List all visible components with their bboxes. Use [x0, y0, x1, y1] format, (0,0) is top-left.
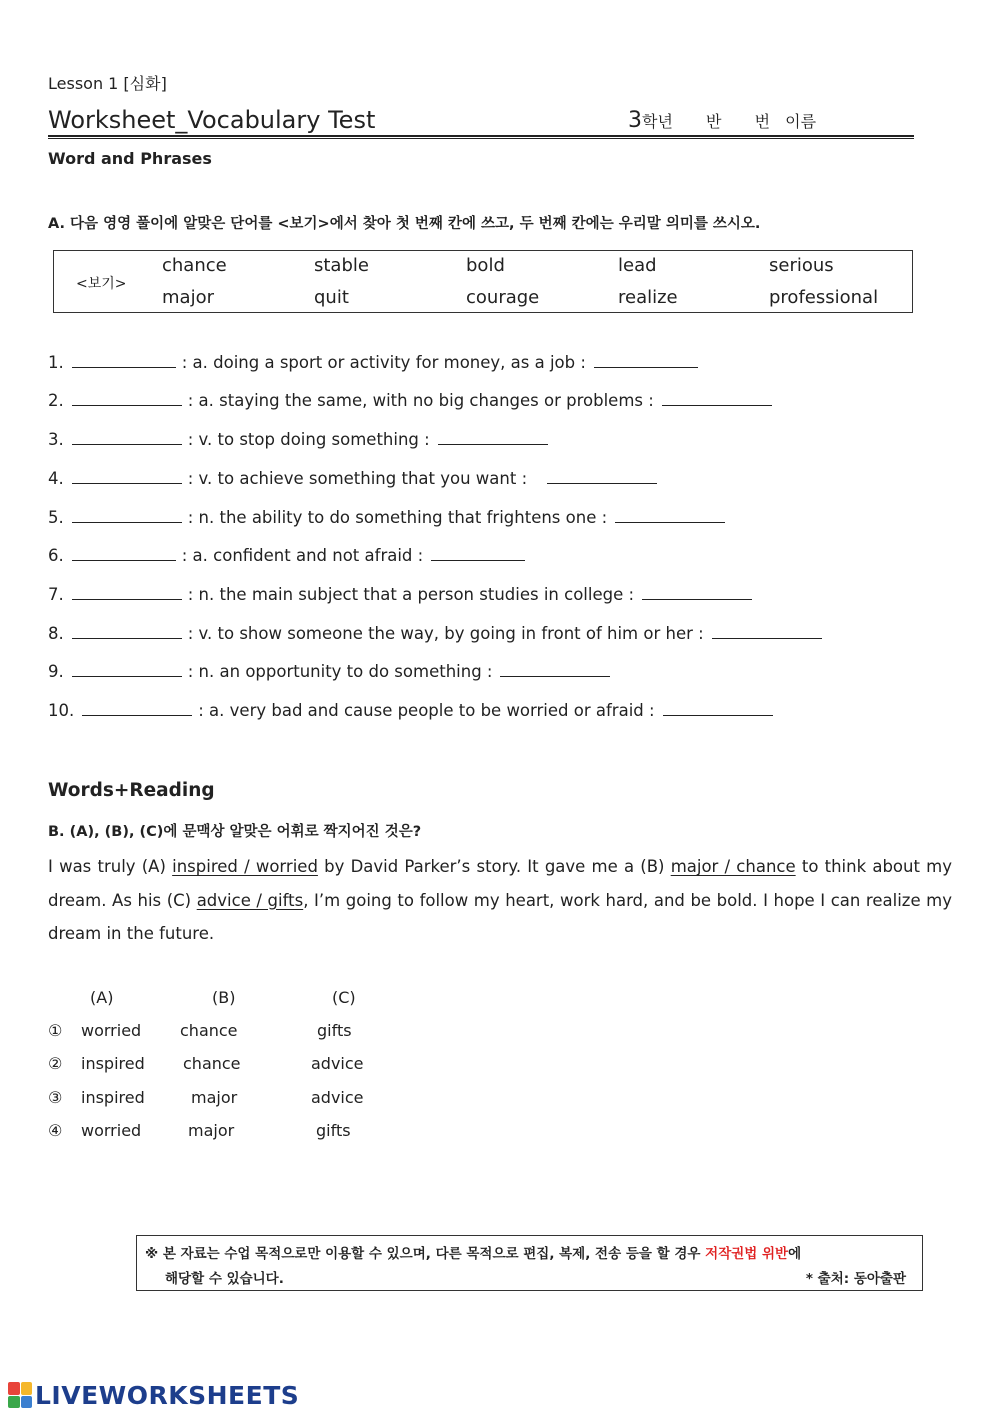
notice-text: ※ 본 자료는 수업 목적으로만 이용할 수 있으며, 다른 목적으로 편집, 복제, 전송 등을 할 경우	[145, 1246, 706, 1262]
answer-blank-meaning[interactable]	[642, 585, 752, 600]
passage-text: , I’m going to follow my heart, work hard, and be bold. I hope I can realize my dream in the future.	[48, 890, 953, 943]
section-a-instruction: A. 다음 영영 풀이에 알맞은 단어를 <보기>에서 찾아 첫 번째 칸에 쓰고, 두 번째 칸에는 우리말 의미를 쓰시오.	[48, 216, 761, 232]
question-definition: : v. to achieve something that you want :	[187, 469, 528, 488]
question-definition: : n. the ability to do something that frightens one :	[187, 508, 608, 527]
section-b-instruction: B. (A), (B), (C)에 문맥상 알맞은 어휘로 짝지어진 것은?	[48, 824, 422, 840]
logo-block	[21, 1382, 33, 1395]
word-bank-word: chance	[162, 255, 227, 276]
option-mark[interactable]: ④	[48, 1121, 63, 1140]
option-b-value: chance	[180, 1021, 238, 1040]
option-b-value: major	[191, 1088, 238, 1107]
question-definition: : a. staying the same, with no big changes or problems :	[187, 391, 654, 410]
question-number: 4.	[48, 469, 64, 488]
copyright-notice	[136, 1235, 923, 1291]
answer-blank-word[interactable]	[72, 662, 182, 677]
notice-source: * 출처: 동아출판	[805, 1271, 906, 1287]
question-definition: : a. confident and not afraid :	[181, 546, 424, 565]
answer-blank-word[interactable]	[82, 701, 192, 716]
question-4	[48, 469, 663, 488]
question-3	[48, 430, 554, 449]
answer-blank-word[interactable]	[72, 546, 176, 561]
question-definition: : a. very bad and cause people to be worried or afraid :	[198, 701, 655, 720]
liveworksheets-logo[interactable]	[8, 1380, 299, 1410]
answer-blank-word[interactable]	[72, 469, 182, 484]
word-bank-word: bold	[466, 255, 505, 276]
option-mark[interactable]: ①	[48, 1021, 63, 1040]
question-number: 6.	[48, 546, 64, 565]
answer-blank-word[interactable]	[72, 391, 182, 406]
name-label: 이름	[785, 112, 817, 131]
column-header-a: (A)	[90, 988, 114, 1007]
word-bank-word: major	[162, 287, 214, 308]
logo-block	[8, 1396, 20, 1409]
question-definition: : n. the main subject that a person studies in college :	[187, 585, 635, 604]
option-a-value: inspired	[81, 1054, 145, 1073]
word-bank-word: professional	[769, 287, 879, 308]
passage-choice-a: inspired / worried	[172, 857, 318, 876]
question-2	[48, 391, 778, 410]
answer-blank-word[interactable]	[72, 508, 182, 523]
word-bank-word: lead	[618, 255, 657, 276]
logo-block	[8, 1382, 20, 1395]
answer-blank-meaning[interactable]	[662, 391, 772, 406]
question-definition: : n. an opportunity to do something :	[187, 662, 493, 681]
column-header-b: (B)	[212, 988, 236, 1007]
question-number: 9.	[48, 662, 64, 681]
grade-label: 학년	[642, 112, 673, 131]
word-bank-label: <보기>	[76, 276, 127, 292]
question-definition: : v. to stop doing something :	[187, 430, 430, 449]
notice-text: 에	[788, 1246, 802, 1262]
worksheet-title: Worksheet_Vocabulary Test	[48, 106, 376, 134]
question-5	[48, 508, 731, 527]
logo-block	[21, 1396, 33, 1409]
answer-blank-word[interactable]	[72, 430, 182, 445]
question-definition: : v. to show someone the way, by going in front of him or her :	[187, 624, 704, 643]
option-b-value: chance	[183, 1054, 241, 1073]
word-bank-word: serious	[769, 255, 834, 276]
column-header-c: (C)	[332, 988, 356, 1007]
question-number: 7.	[48, 585, 64, 604]
answer-blank-meaning[interactable]	[431, 546, 525, 561]
notice-line-1	[145, 1242, 801, 1262]
header-divider-thin	[48, 138, 914, 139]
question-9	[48, 662, 616, 681]
liveworksheets-logo-text: LIVEWORKSHEETS	[35, 1380, 300, 1410]
question-number: 3.	[48, 430, 64, 449]
answer-blank-meaning[interactable]	[712, 624, 822, 639]
answer-blank-meaning[interactable]	[615, 508, 725, 523]
passage-text: to think about my dream. As his (C)	[48, 857, 952, 910]
option-b-value: major	[188, 1121, 235, 1140]
option-mark[interactable]: ③	[48, 1088, 63, 1107]
option-c-value: advice	[311, 1088, 364, 1107]
question-number: 5.	[48, 508, 64, 527]
option-a-value: worried	[81, 1021, 142, 1040]
passage-choice-c: advice / gifts	[196, 890, 304, 910]
answer-blank-meaning[interactable]	[663, 701, 773, 716]
number-label: 번	[754, 112, 771, 131]
question-7	[48, 585, 758, 604]
question-number: 1.	[48, 353, 64, 372]
grade-number: 3	[628, 108, 642, 133]
answer-blank-meaning[interactable]	[500, 662, 610, 677]
reading-passage	[48, 850, 952, 951]
option-mark[interactable]: ②	[48, 1054, 63, 1073]
option-c-value: advice	[311, 1054, 364, 1073]
answer-blank-word[interactable]	[72, 585, 182, 600]
question-8	[48, 624, 828, 643]
answer-blank-meaning[interactable]	[438, 430, 548, 445]
notice-warning: 저작권법 위반	[705, 1246, 789, 1262]
answer-blank-meaning[interactable]	[594, 353, 698, 368]
answer-blank-meaning[interactable]	[547, 469, 657, 484]
word-bank-word: courage	[466, 287, 540, 308]
class-label: 반	[706, 112, 722, 131]
question-number: 2.	[48, 391, 64, 410]
option-a-value: worried	[81, 1121, 142, 1140]
notice-line-2: 해당할 수 있습니다.	[165, 1271, 284, 1287]
option-c-value: gifts	[317, 1021, 352, 1040]
section-b-title: Words+Reading	[48, 780, 215, 801]
passage-choice-b: major / chance	[670, 857, 796, 876]
word-bank-word: stable	[314, 255, 369, 276]
question-number: 10.	[48, 701, 75, 720]
option-c-value: gifts	[316, 1121, 351, 1140]
passage-text: I was truly (A)	[48, 857, 173, 876]
liveworksheets-logo-icon	[8, 1382, 32, 1408]
question-definition: : a. doing a sport or activity for money, as a job :	[181, 353, 586, 372]
question-6	[48, 546, 531, 565]
passage-text: by David Parker’s story. It gave me a (B)	[317, 857, 671, 876]
question-1	[48, 353, 704, 372]
section-subtitle: Word and Phrases	[48, 149, 212, 168]
lesson-label: Lesson 1 [심화]	[48, 74, 167, 93]
answer-blank-word[interactable]	[72, 624, 182, 639]
question-10	[48, 701, 779, 720]
word-bank-word: realize	[618, 287, 678, 308]
answer-blank-word[interactable]	[72, 353, 176, 368]
word-bank-box	[53, 250, 913, 313]
student-info	[628, 108, 844, 133]
header-divider	[48, 135, 914, 137]
option-a-value: inspired	[81, 1088, 145, 1107]
question-number: 8.	[48, 624, 64, 643]
word-bank-word: quit	[314, 287, 349, 308]
